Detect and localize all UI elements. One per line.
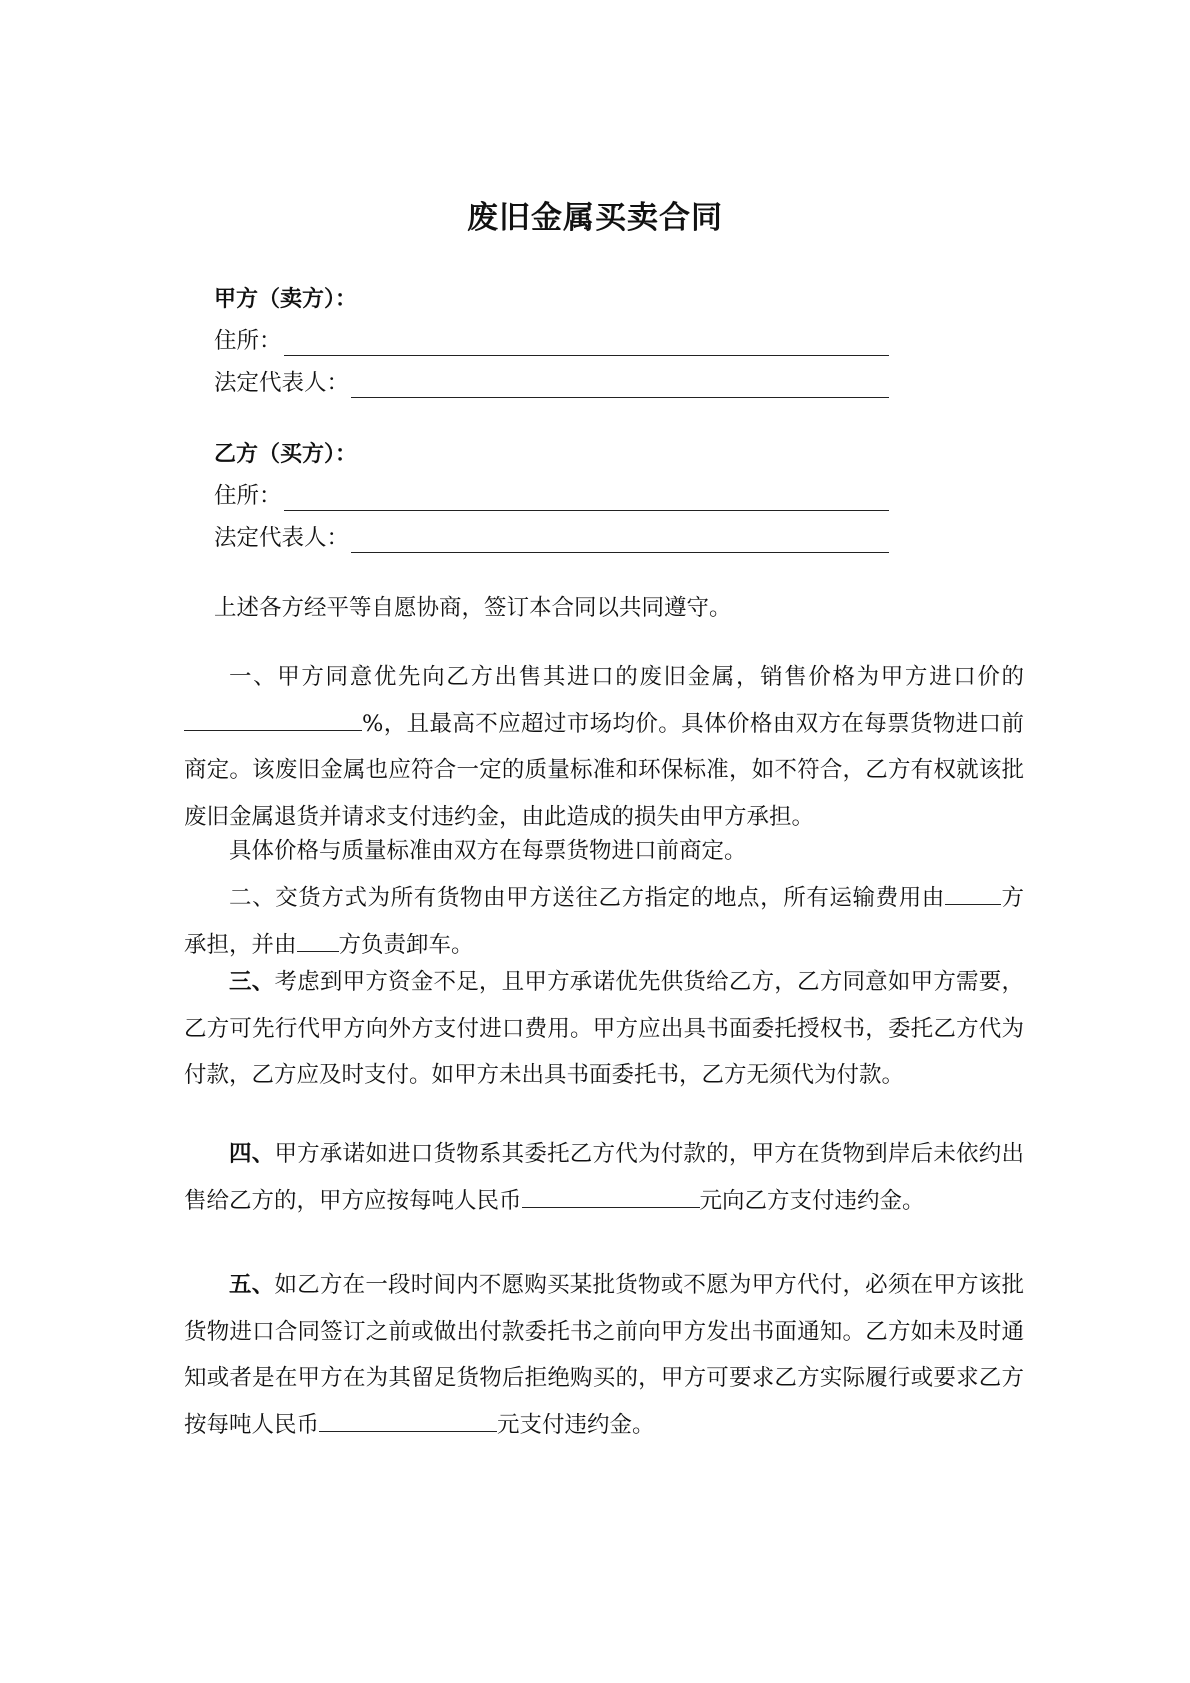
clause-2-freight-blank <box>945 884 1001 905</box>
party-b-heading: 乙方（买方）： <box>214 442 358 467</box>
clause-4-number: 四、 <box>229 1141 275 1167</box>
clause-5-amount-blank <box>319 1411 497 1432</box>
document-title: 废旧金属买卖合同 <box>467 200 723 236</box>
party-b-address-field <box>214 481 889 511</box>
clause-3 <box>184 959 1024 1099</box>
clause-1-text-a: 一、甲方同意优先向乙方出售其进口的废旧金属，销售价格为甲方进口价的 <box>229 664 1024 690</box>
party-b-rep-blank <box>351 530 889 553</box>
clause-2-text-c: 方负责卸车。 <box>338 931 474 958</box>
party-b-rep-field <box>214 523 889 553</box>
clause-1-text-b: %，且最高不应超过市场均价。具体价格由双方在每票货物进口前商定。该废旧金属也应符合一定的质量标准和环保标准，如不符合，乙方有权就该批废旧金属退货并请求支付违约金，由此造成的损失由甲方承担。 <box>184 710 1024 830</box>
party-a-address-blank <box>284 333 889 356</box>
party-a-heading: 甲方（卖方）： <box>214 287 358 312</box>
clause-5-number: 五、 <box>229 1272 275 1298</box>
clause-2 <box>184 875 1024 968</box>
party-b-address-label: 住所： <box>214 483 282 509</box>
clause-2-unload-blank <box>297 931 339 952</box>
party-a-rep-blank <box>351 375 889 398</box>
clause-3-number: 三、 <box>229 969 275 995</box>
clause-1-note: 具体价格与质量标准由双方在每票货物进口前商定。 <box>229 838 747 864</box>
clause-3-text: 考虑到甲方资金不足，且甲方承诺优先供货给乙方，乙方同意如甲方需要，乙方可先行代甲方向外方支付进口费用。甲方应出具书面委托授权书，委托乙方代为付款，乙方应及时支付。如甲方未出具书面委托书，乙方无须代为付款。 <box>184 969 1024 1088</box>
clause-5 <box>184 1262 1024 1448</box>
clause-2-text-b: 方承担，并由 <box>184 885 1024 958</box>
clause-5-text-b: 元支付违约金。 <box>497 1411 655 1438</box>
clause-4-amount-blank <box>522 1187 700 1208</box>
clause-2-text-a: 二、交货方式为所有货物由甲方送往乙方指定的地点，所有运输费用由 <box>229 885 945 911</box>
party-b-address-blank <box>284 488 889 511</box>
clause-1-percent-blank <box>184 710 362 731</box>
clause-5-text-a: 如乙方在一段时间内不愿购买某批货物或不愿为甲方代付，必须在甲方该批货物进口合同签订之前或做出付款委托书之前向甲方发出书面通知。乙方如未及时通知或者是在甲方在为其留足货物后拒绝购买的，甲方可要求乙方实际履行或要求乙方按每吨人民币 <box>184 1272 1024 1438</box>
clause-1 <box>184 654 1024 840</box>
party-a-rep-label: 法定代表人： <box>214 370 350 396</box>
clause-4-text-a: 甲方承诺如进口货物系其委托乙方代为付款的，甲方在货物到岸后未依约出售给乙方的，甲方应按每吨人民币 <box>184 1141 1024 1214</box>
preamble: 上述各方经平等自愿协商，签订本合同以共同遵守。 <box>214 595 732 621</box>
clause-4-text-b: 元向乙方支付违约金。 <box>699 1187 925 1214</box>
party-a-address-field <box>214 326 889 356</box>
party-b-rep-label: 法定代表人： <box>214 525 350 551</box>
party-a-address-label: 住所： <box>214 328 282 354</box>
clause-4 <box>184 1131 1024 1224</box>
party-a-rep-field <box>214 368 889 398</box>
